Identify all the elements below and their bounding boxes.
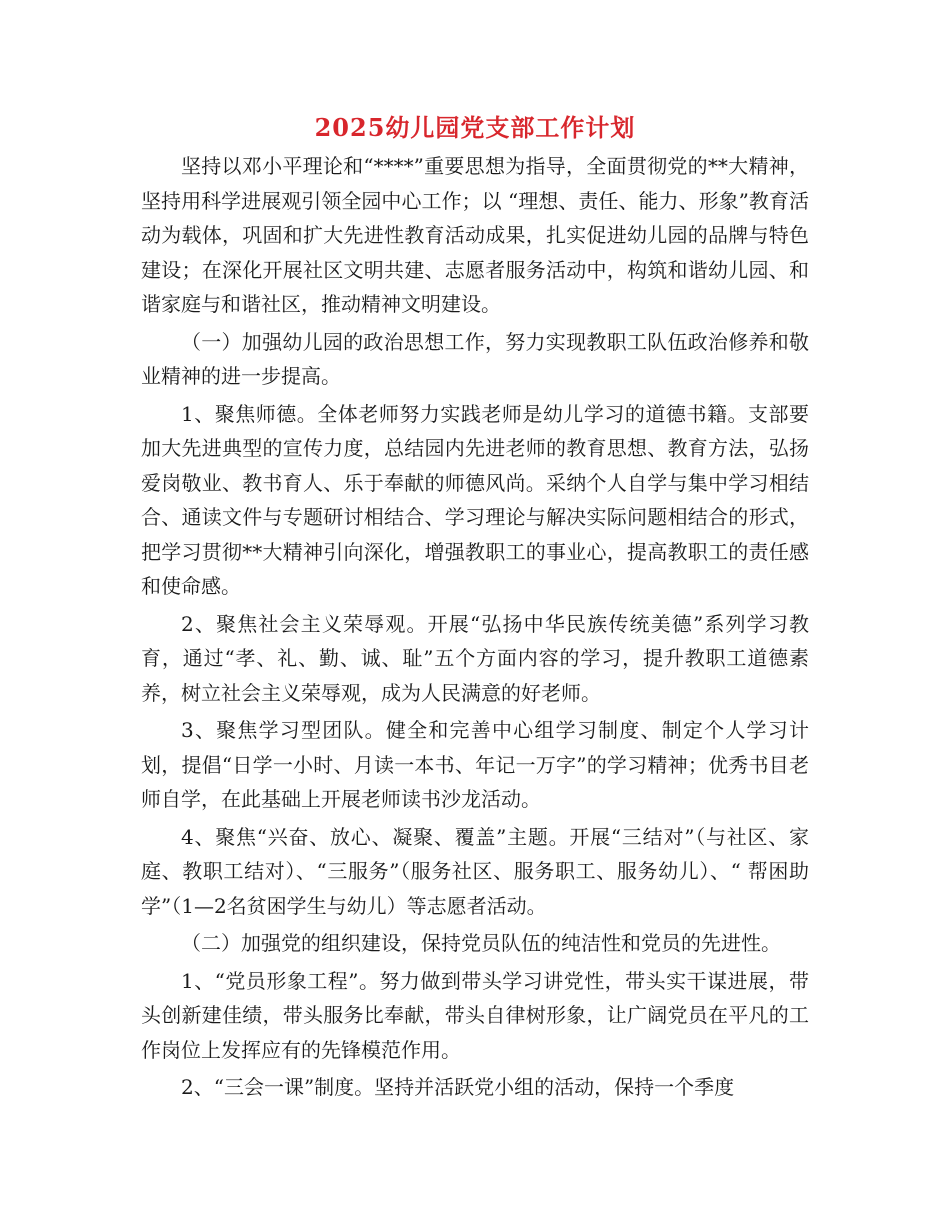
list-item-2-1: 1、“党员形象工程”。努力做到带头学习讲党性，带头实干谋进展，带头创新建佳绩，带头服务比奉献，带头自律树形象，让广阔党员在平凡的工作岗位上发挥应有的先锋模范作用。 [141,968,809,1062]
intro-paragraph: 坚持以邓小平理论和“****”重要思想为指导，全面贯彻党的**大精神，坚持用科学进展观引领全园中心工作；以 “理想、责任、能力、形象”教育活动为载体，巩固和扩大先进性教育活动成果，扎实促进幼儿园的品牌与特色建设；在深化开展社区文明共建、志愿者服务活动中，构筑和谐幼儿园、和谐家庭与和谐社区，推动精神文明建设。 [141,154,809,316]
list-item-1-4: 4、聚焦“兴奋、放心、凝聚、覆盖”主题。开展“三结对”（与社区、家庭、教职工结对）、“三服务”（服务社区、服务职工、服务幼儿）、“ 帮困助学”（1—2名贫困学生与幼儿）等志愿者活动。 [141,824,809,918]
section-heading-2: （二）加强党的组织建设，保持党员队伍的纯洁性和党员的先进性。 [181,931,781,955]
document-title: 2025幼儿园党支部工作计划 [314,113,636,142]
list-item-1-1: 1、聚焦师德。全体老师努力实践老师是幼儿学习的道德书籍。支部要加大先进典型的宣传力度，总结园内先进老师的教育思想、教育方法，弘扬爱岗敬业、教书育人、乐于奉献的师德风尚。采纳个人自学与集中学习相结合、通读文件与专题研讨相结合、学习理论与解决实际问题相结合的形式，把学习贯彻**大精神引向深化，增强教职工的事业心，提高教职工的责任感和使命感。 [141,401,809,598]
list-item-2-2: 2、“三会一课”制度。坚持并活跃党小组的活动，保持一个季度 [181,1075,735,1099]
section-heading-1: （一）加强幼儿园的政治思想工作，努力实现教职工队伍政治修养和敬业精神的进一步提高。 [141,329,809,388]
list-item-1-2: 2、聚焦社会主义荣辱观。开展“弘扬中华民族传统美德”系列学习教育，通过“孝、礼、勤、诚、耻”五个方面内容的学习，提升教职工道德素养，树立社会主义荣辱观，成为人民满意的好老师。 [141,611,809,705]
list-item-1-3: 3、聚焦学习型团队。健全和完善中心组学习制度、制定个人学习计划，提倡“日学一小时、月读一本书、年记一万字”的学习精神；优秀书目老师自学，在此基础上开展老师读书沙龙活动。 [141,718,809,811]
document-body [141,149,809,1105]
